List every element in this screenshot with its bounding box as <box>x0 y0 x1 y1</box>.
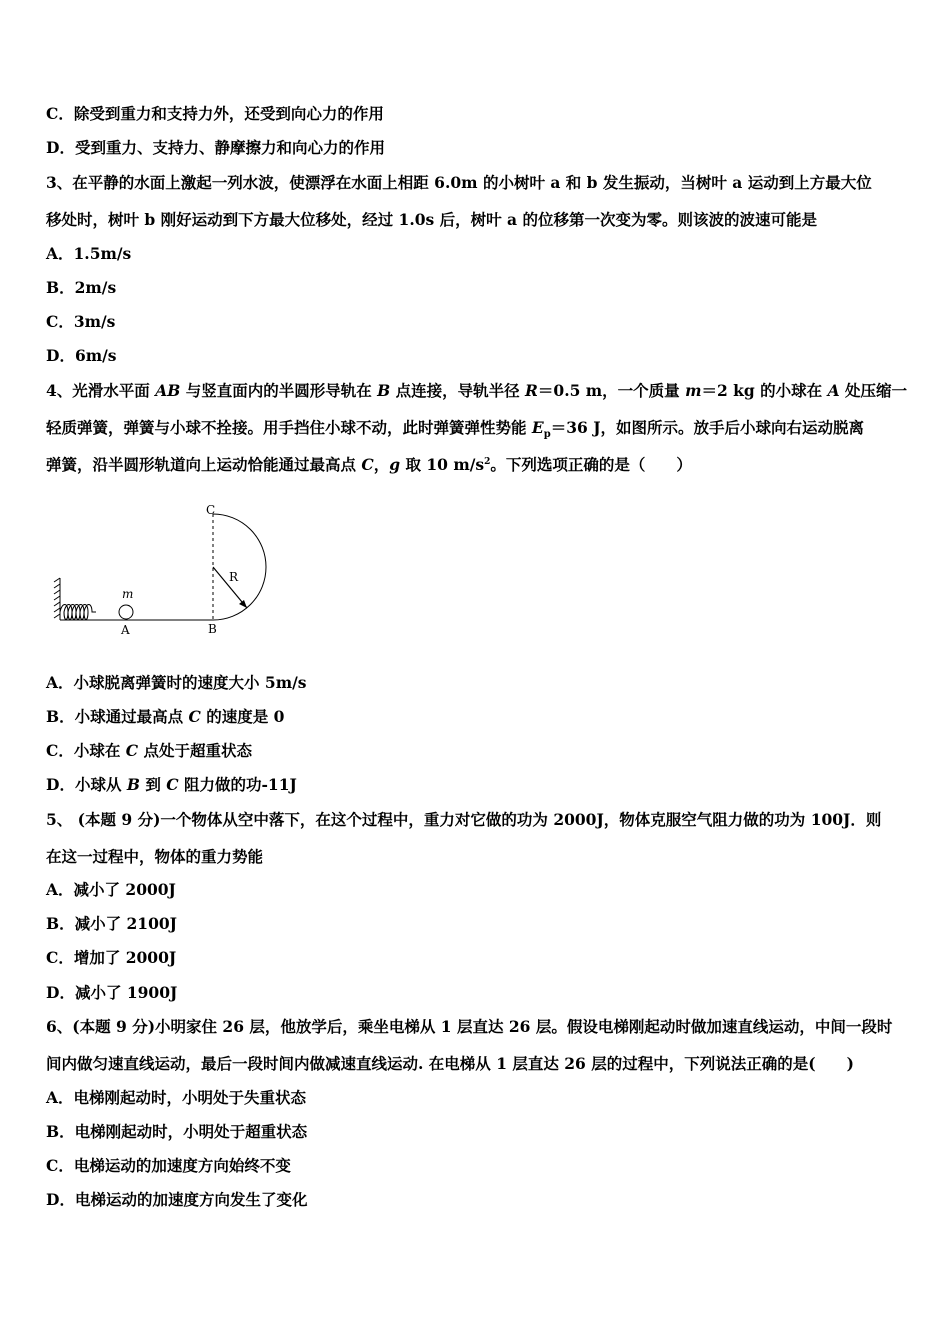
q5-stem-line2: 在这一过程中，物体的重力势能 <box>46 847 264 866</box>
q6-option-b: B．电梯刚起动时，小明处于超重状态 <box>46 1122 308 1141</box>
spring <box>60 605 96 620</box>
q4-stem-line2: 轻质弹簧，弹簧与小球不拴接。用手挡住小球不动，此时弹簧弹性势能 $E_p=36$ J，如图所示。放手后小球向右运动脱离 <box>46 418 865 441</box>
label-c: C <box>206 503 216 517</box>
q6-option-c: C．电梯运动的加速度方向始终不变 <box>46 1156 291 1175</box>
q4-stem-line1: 4、光滑水平面 AB 与竖直面内的半圆形导轨在 B 点连接，导轨半径 R＝0.5 m，一个质量 m＝2 kg 的小球在 A 处压缩一 <box>46 381 907 400</box>
q4-option-c: C．小球在 C 点处于超重状态 <box>46 741 252 760</box>
arrowhead <box>239 600 247 608</box>
q4-stem-line3: 弹簧，沿半圆形轨道向上运动恰能通过最高点 C，g 取 10 $m/s^2$。下列选项正确的是（ ） <box>46 455 692 474</box>
q3-stem-line1: 3、在平静的水面上激起一列水波，使漂浮在水面上相距 6.0m 的小树叶 a 和 b 发生振动，当树叶 a 运动到上方最大位 <box>46 173 872 192</box>
q3-option-d: D．6m/s <box>46 346 117 365</box>
q5-stem-line1: 5、 (本题 9 分)一个物体从空中落下，在这个过程中，重力对它做的功为 2000J，物体克服空气阻力做的功为 100J．则 <box>46 810 882 829</box>
q2-option-d: D．受到重力、支持力、静摩擦力和向心力的作用 <box>46 138 385 157</box>
q5-option-d: D．减小了 1900J <box>46 983 178 1002</box>
q6-stem-line2: 间内做匀速直线运动，最后一段时间内做减速直线运动. 在电梯从 1 层直达 26 层的过程中，下列说法正确的是( ) <box>46 1054 854 1073</box>
q4-option-d: D．小球从 B 到 C 阻力做的功-11J <box>46 775 297 794</box>
q3-stem-line2: 移处时，树叶 b 刚好运动到下方最大位移处，经过 1.0s 后，树叶 a 的位移第一次变为零。则该波的波速可能是 <box>46 210 817 229</box>
q6-option-a: A．电梯刚起动时，小明处于失重状态 <box>46 1088 307 1107</box>
wall <box>54 578 60 620</box>
q5-option-c: C．增加了 2000J <box>46 948 177 967</box>
q5-option-a: A．减小了 2000J <box>46 880 176 899</box>
q4-option-a: A．小球脱离弹簧时的速度大小 5m/s <box>46 673 307 692</box>
q3-option-c: C．3m/s <box>46 312 116 331</box>
spring-track-figure <box>46 494 286 644</box>
ball <box>119 605 133 619</box>
label-m: m <box>122 587 134 601</box>
q4-option-b: B．小球通过最高点 C 的速度是 0 <box>46 707 285 726</box>
q2-option-c: C．除受到重力和支持力外，还受到向心力的作用 <box>46 104 384 123</box>
q3-option-a: A．1.5m/s <box>46 244 132 263</box>
q3-option-b: B．2m/s <box>46 278 117 297</box>
q6-option-d: D．电梯运动的加速度方向发生了变化 <box>46 1190 308 1209</box>
label-a: A <box>121 623 130 637</box>
q6-stem-line1: 6、(本题 9 分)小明家住 26 层，他放学后，乘坐电梯从 1 层直达 26 层。假设电梯刚起动时做加速直线运动，中间一段时 <box>46 1017 893 1036</box>
q5-option-b: B．减小了 2100J <box>46 914 177 933</box>
label-b: B <box>208 622 217 636</box>
label-r: R <box>229 570 239 584</box>
